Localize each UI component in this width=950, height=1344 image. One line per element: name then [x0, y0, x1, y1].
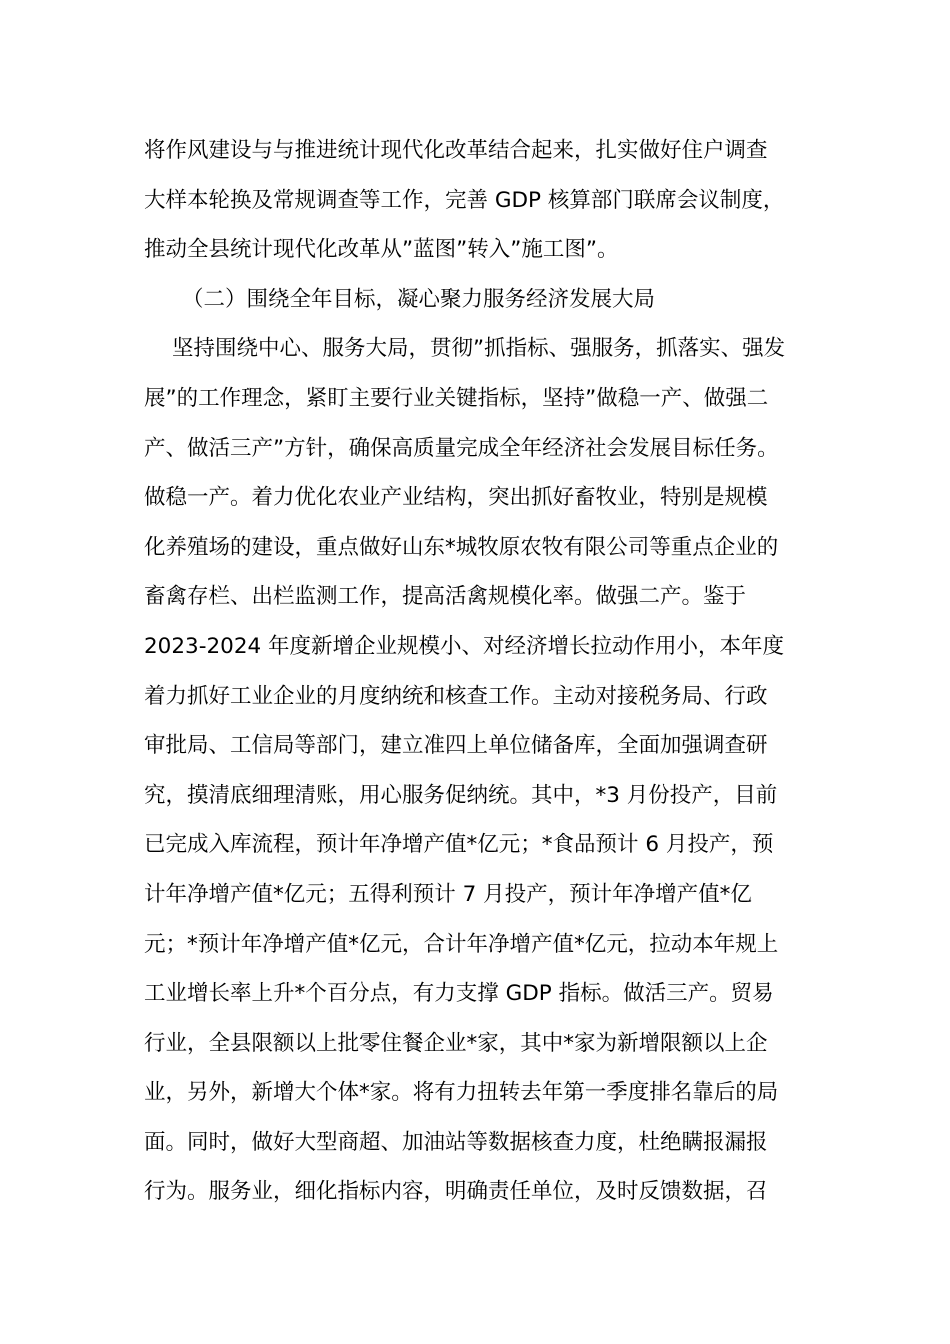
text-line: 行业，全县限额以上批零住餐企业*家，其中*家为新增限额以上企: [144, 1030, 768, 1056]
text-line: 2023-2024 年度新增企业规模小、对经济增长拉动作用小，本年度: [144, 633, 785, 659]
text-line: 将作风建设与与推进统计现代化改革结合起来，扎实做好住户调查: [144, 138, 768, 163]
text-line: 展”的工作理念，紧盯主要行业关键指标，坚持”做稳一产、做强二: [144, 385, 769, 411]
text-line: 工业增长率上升*个百分点，有力支撑 GDP 指标。做活三产。贸易: [144, 981, 774, 1007]
text-line: 产、做活三产”方针，确保高质量完成全年经济社会发展目标任务。: [144, 435, 779, 461]
text-line: 畜禽存栏、出栏监测工作，提高活禽规模化率。做强二产。鉴于: [144, 584, 747, 610]
text-line: 大样本轮换及常规调查等工作，完善 GDP 核算部门联席会议制度，: [144, 187, 785, 213]
text-line: 行为。服务业，细化指标内容，明确责任单位，及时反馈数据，召: [144, 1179, 768, 1205]
text-line: 做稳一产。着力优化农业产业结构，突出抓好畜牧业，特别是规模: [144, 485, 768, 511]
body-text: [144, 126, 808, 1217]
text-line: 推动全县统计现代化改革从”蓝图”转入”施工图”。: [144, 237, 619, 263]
section-heading: （二）围绕全年目标，凝心聚力服务经济发展大局: [182, 286, 656, 312]
text-line: 审批局、工信局等部门，建立准四上单位储备库，全面加强调查研: [144, 733, 768, 759]
text-line: 化养殖场的建设，重点做好山东*城牧原农牧有限公司等重点企业的: [144, 534, 779, 560]
text-line: 元；*预计年净增产值*亿元，合计年净增产值*亿元，拉动本年规上: [144, 931, 779, 957]
text-line: 究，摸清底细理清账，用心服务促纳统。其中，*3 月份投产，目前: [144, 782, 778, 808]
text-line: 着力抓好工业企业的月度纳统和核查工作。主动对接税务局、行政: [144, 683, 768, 709]
text-line: 坚持围绕中心、服务大局，贯彻”抓指标、强服务，抓落实、强发: [172, 336, 786, 362]
text-line: 已完成入库流程，预计年净增产值*亿元；*食品预计 6 月投产，预: [144, 832, 774, 858]
text-line: 面。同时，做好大型商超、加油站等数据核查力度，杜绝瞒报漏报: [144, 1129, 768, 1155]
text-line: 业，另外，新增大个体*家。将有力扭转去年第一季度排名靠后的局: [144, 1080, 779, 1106]
text-line: 计年净增产值*亿元；五得利预计 7 月投产，预计年净增产值*亿: [144, 881, 752, 907]
